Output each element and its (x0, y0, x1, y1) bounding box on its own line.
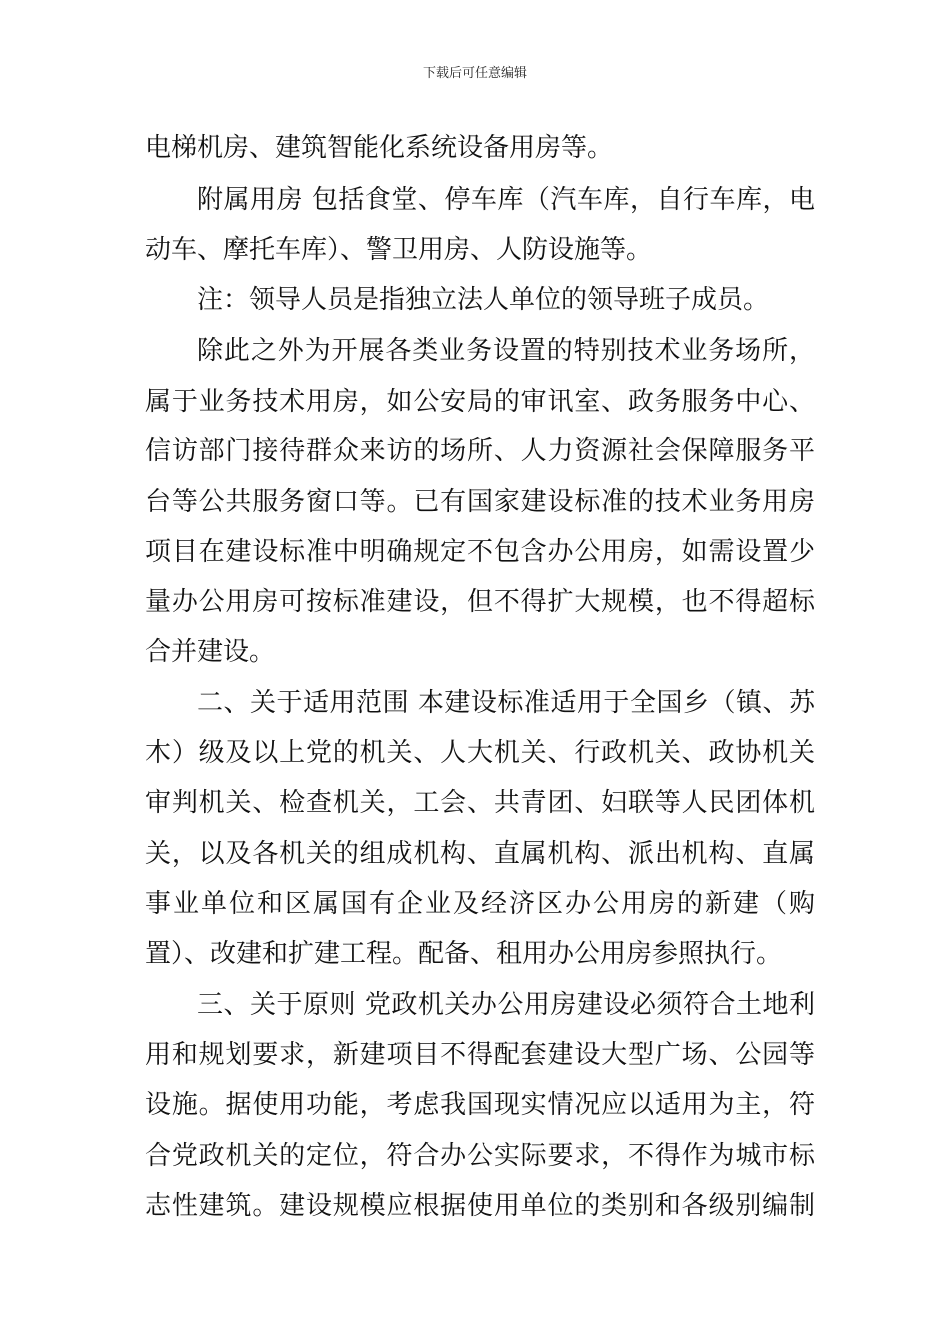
text-line: 信访部门接待群众来访的场所、人力资源社会保障服务平 (145, 436, 815, 466)
text-line: 附属用房 包括食堂、停车库（汽车库，自行车库，电 (197, 185, 815, 215)
text-line: 审判机关、检查机关，工会、共青团、妇联等人民团体机 (145, 788, 815, 818)
text-line: 电梯机房、建筑智能化系统设备用房等。 (145, 133, 614, 163)
text-line: 志性建筑。建设规模应根据使用单位的类别和各级别编制 (145, 1191, 815, 1221)
text-line: 用和规划要求，新建项目不得配套建设大型广场、公园等 (145, 1040, 815, 1070)
text-line: 事业单位和区属国有企业及经济区办公用房的新建（购 (145, 889, 815, 919)
text-line: 属于业务技术用房，如公安局的审讯室、政务服务中心、 (145, 387, 815, 417)
text-line: 量办公用房可按标准建设，但不得扩大规模，也不得超标 (145, 587, 815, 617)
text-line: 合并建设。 (145, 637, 276, 667)
text-line: 动车、摩托车库）、警卫用房、人防设施等。 (145, 235, 653, 265)
page-header: 下载后可任意编辑 (422, 66, 527, 81)
text-line: 关，以及各机关的组成机构、直属机构、派出机构、直属 (145, 839, 815, 869)
text-line: 三、关于原则 党政机关办公用房建设必须符合土地利 (197, 990, 815, 1020)
text-line: 置）、改建和扩建工程。配备、租用办公用房参照执行。 (145, 939, 783, 969)
text-line: 木）级及以上党的机关、人大机关、行政机关、政协机关 (145, 738, 815, 768)
text-line: 注：领导人员是指独立法人单位的领导班子成员。 (197, 285, 770, 315)
text-line: 二、关于适用范围 本建设标准适用于全国乡（镇、苏 (197, 688, 815, 718)
text-line: 合党政机关的定位，符合办公实际要求，不得作为城市标 (145, 1141, 815, 1171)
text-line: 设施。据使用功能，考虑我国现实情况应以适用为主，符 (145, 1090, 815, 1120)
text-line: 项目在建设标准中明确规定不包含办公用房，如需设置少 (145, 537, 815, 567)
text-line: 台等公共服务窗口等。已有国家建设标准的技术业务用房 (145, 487, 815, 517)
text-line: 除此之外为开展各类业务设置的特别技术业务场所， (197, 336, 815, 366)
